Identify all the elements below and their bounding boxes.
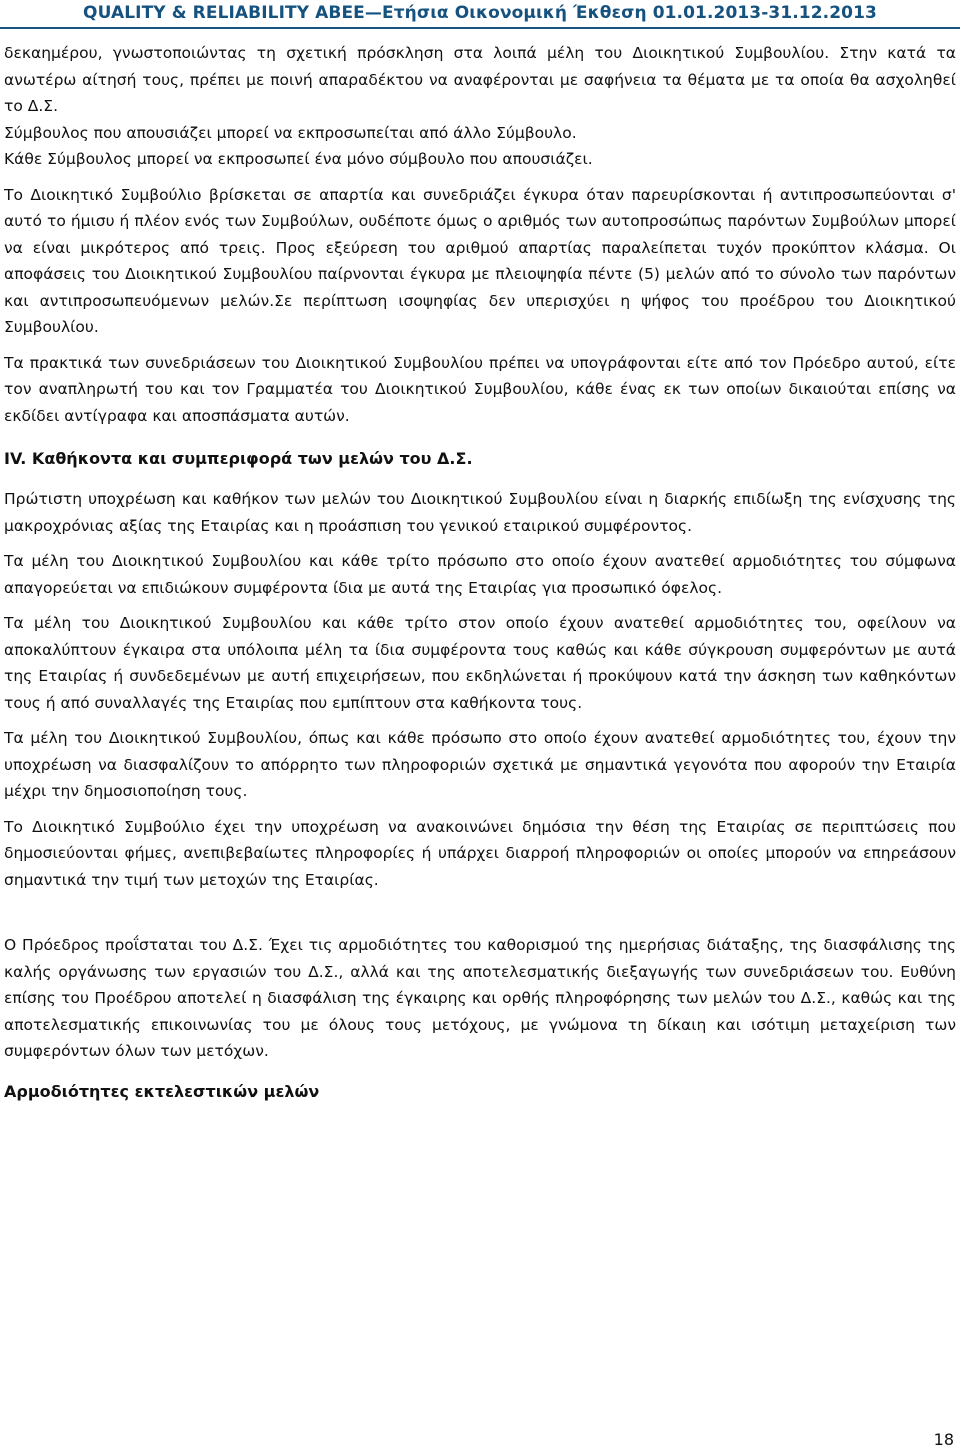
- paragraph-quorum: Το Διοικητικό Συμβούλιο βρίσκεται σε απαρτία και συνεδριάζει έγκυρα όταν παρευρίσκονται ή αντιπροσωπεύονται σ' αυτό το ήμισυ ή πλέον ενός των Συμβούλων, ουδέποτε όμως ο αριθμός των αυτοπροσώπως παρόντων Συμβούλων μπορεί να είναι μικρότερος από τρεις. Προς εξεύρεση του αριθμού απαρτίας παραλείπεται τυχόν προκύπτον κλάσμα. Οι αποφάσεις του Διοικητικού Συμβουλίου παίρνονται έγκυρα με πλειοψηφία πέντε (5) μελών από το σύνολο των παρόντων και αντιπροσωπευόμενων μελών.Σε περίπτωση ισοψηφίας δεν υπερισχύει η ψήφος του προέδρου του Διοικητικού Συμβουλίου.: [4, 185, 956, 336]
- document-body: [4, 40, 956, 1105]
- paragraph-confidentiality: Τα μέλη του Διοικητικού Συμβουλίου, όπως και κάθε πρόσωπο στο οποίο έχουν ανατεθεί αρμοδιότητες του, έχουν την υποχρέωση να διασφαλίζουν το απόρρητο των πληροφοριών σχετικά με σημαντικά γεγονότα που αφορούν την Εταιρία μέχρι την δημοσιοποίηση τους.: [4, 729, 956, 800]
- paragraph-disclosure: Τα μέλη του Διοικητικού Συμβουλίου και κάθε τρίτο στον οποίο έχουν ανατεθεί αρμοδιότητες του, οφείλουν να αποκαλύπτουν έγκαιρα στα υπόλοιπα μέλη τα ίδια συμφέροντα τους καθώς και κάθε σύγκρουση συμφερόντων με αυτά της Εταιρίας ή συνδεδεμένων με αυτή επιχειρήσεων, που εκδηλώνεται ή προκύψουν κατά την άσκηση των καθηκόντων τους ή από συναλλαγές της Εταιρίας που εμπίπτουν στα καθήκοντα τους.: [4, 614, 956, 712]
- paragraph-minutes: Τα πρακτικά των συνεδριάσεων του Διοικητικού Συμβουλίου πρέπει να υπογράφονται είτε από τον Πρόεδρο αυτού, είτε τον αναπληρωτή του και τον Γραμματέα του Διοικητικού Συμβουλίου, κάθε ένας εκ των οποίων δικαιούται επίσης να εκδίδει αντίγραφα και αποσπάσματα αυτών.: [4, 353, 956, 425]
- page-number: 18: [933, 1430, 954, 1449]
- paragraph-conflict-prohibition: Τα μέλη του Διοικητικού Συμβουλίου και κάθε τρίτο πρόσωπο στο οποίο έχουν ανατεθεί αρμοδιότητες του σύμφωνα απαγορεύεται να επιδιώκουν συμφέροντα ίδια με αυτά της Εταιρίας για προσωπικό όφελος.: [4, 552, 956, 597]
- paragraph-convening-request: δεκαημέρου, γνωστοποιώντας τη σχετική πρόσκληση στα λοιπά μέλη του Διοικητικού Συμβουλίου. Στην κατά τα ανωτέρω αίτησή τους, πρέπει με ποινή απαραδέκτου να αναφέρονται με σαφήνεια τα θέματα με τα οποία θα ασχοληθεί το Δ.Σ.: [4, 44, 956, 115]
- document-header: QUALITY & RELIABILITY ABEE—Ετήσια Οικονομική Έκθεση 01.01.2013-31.12.2013: [83, 3, 877, 23]
- section-heading-duties: IV. Καθήκοντα και συμπεριφορά των μελών του Δ.Σ.: [4, 449, 473, 468]
- subheading-executive-members: Αρμοδιότητες εκτελεστικών μελών: [4, 1081, 320, 1101]
- paragraph-public-announcement: Το Διοικητικό Συμβούλιο έχει την υποχρέωση να ανακοινώνει δημόσια την θέση της Εταιρίας σε περιπτώσεις που δημοσιεύονται φήμες, ανεπιβεβαίωτες πληροφορίες ή υπάρχει διαρροή πληροφοριών οι οποίες μπορούν να επηρεάσουν σημαντικά την τιμή των μετοχών της Εταιρίας.: [4, 817, 956, 889]
- header-rule: [0, 27, 960, 29]
- paragraph-single-proxy: Κάθε Σύμβουλος μπορεί να εκπροσωπεί ένα μόνο σύμβουλο που απουσιάζει.: [4, 150, 593, 168]
- paragraph-primary-duty: Πρώτιστη υποχρέωση και καθήκον των μελών του Διοικητικού Συμβουλίου είναι η διαρκής επιδίωξη της ενίσχυσης της μακροχρόνιας αξίας της Εταιρίας και η προάσπιση του γενικού εταιρικού συμφέροντος.: [4, 490, 956, 535]
- paragraph-representation: Σύμβουλος που απουσιάζει μπορεί να εκπροσωπείται από άλλο Σύμβουλο.: [4, 123, 577, 142]
- spacer: [4, 902, 956, 932]
- paragraph-chairman: Ο Πρόεδρος προΐσταται του Δ.Σ. Έχει τις αρμοδιότητες του καθορισμού της ημερήσιας διάταξης, της διασφάλισης της καλής οργάνωσης των εργασιών του Δ.Σ., αλλά και της αποτελεσματικής διεξαγωγής των συνεδριάσεων του. Ευθύνη επίσης του Προέδρου αποτελεί η διασφάλιση της έγκαιρης και ορθής πληροφόρησης των μελών του Δ.Σ., καθώς και της αποτελεσματικής επικοινωνίας του με όλους τους μετόχους, με γνώμονα τη δίκαιη και ισότιμη μεταχείριση των συμφερόντων όλων των μετόχων.: [4, 936, 956, 1060]
